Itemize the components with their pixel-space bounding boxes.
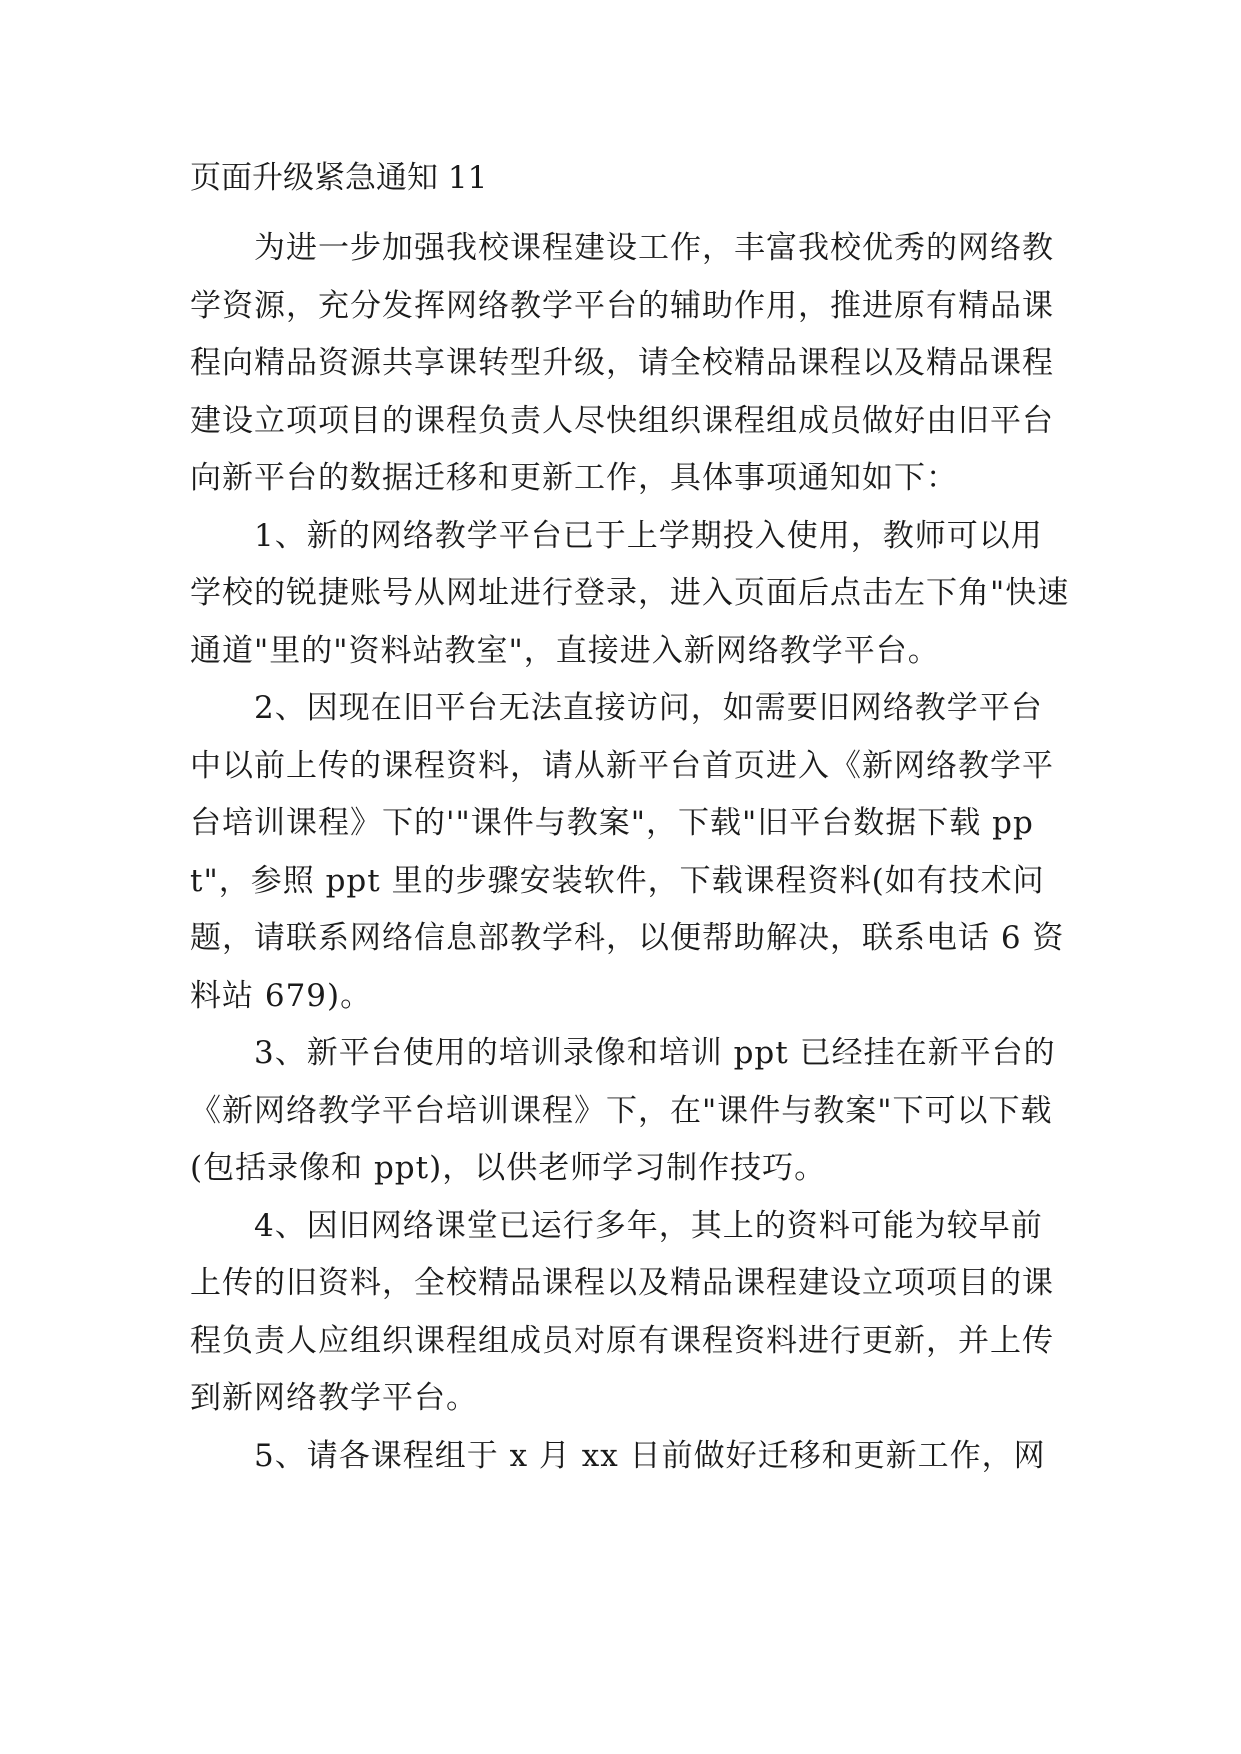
item-5-paragraph: 5、请各课程组于 x 月 xx 日前做好迁移和更新工作，网	[254, 1437, 1046, 1474]
item-2-paragraph: 2、因现在旧平台无法直接访问，如需要旧网络教学平台中以前上传的课程资料，请从新平台首页进入《新网络教学平台培训课程》下的'"课件与教案"，下载"旧平台数据下载 ppt"，参照 ppt 里的步骤安装软件，下载课程资料(如有技术问题，请联系网络信息部教学科，以便帮助解决，联系电话 6 资料站 679)。	[190, 690, 1065, 1014]
item-1-paragraph: 1、新的网络教学平台已于上学期投入使用，教师可以用学校的锐捷账号从网址进行登录，进入页面后点击左下角"快速通道"里的"资料站教室"，直接进入新网络教学平台。	[190, 517, 1070, 669]
item-3-paragraph: 3、新平台使用的培训录像和培训 ppt 已经挂在新平台的《新网络教学平台培训课程》下，在"课件与教案"下可以下载(包括录像和 ppt)，以供老师学习制作技巧。	[190, 1035, 1056, 1186]
item-4-paragraph: 4、因旧网络课堂已运行多年，其上的资料可能为较早前上传的旧资料，全校精品课程以及精品课程建设立项项目的课程负责人应组织课程组成员对原有课程资料进行更新，并上传到新网络教学平台。	[190, 1207, 1054, 1416]
document-body	[190, 160, 1070, 1485]
document-title: 页面升级紧急通知 11	[190, 160, 488, 196]
intro-paragraph: 为进一步加强我校课程建设工作，丰富我校优秀的网络教学资源，充分发挥网络教学平台的辅助作用，推进原有精品课程向精品资源共享课转型升级，请全校精品课程以及精品课程建设立项项目的课程负责人尽快组织课程组成员做好由旧平台向新平台的数据迁移和更新工作，具体事项通知如下：	[190, 230, 1054, 496]
